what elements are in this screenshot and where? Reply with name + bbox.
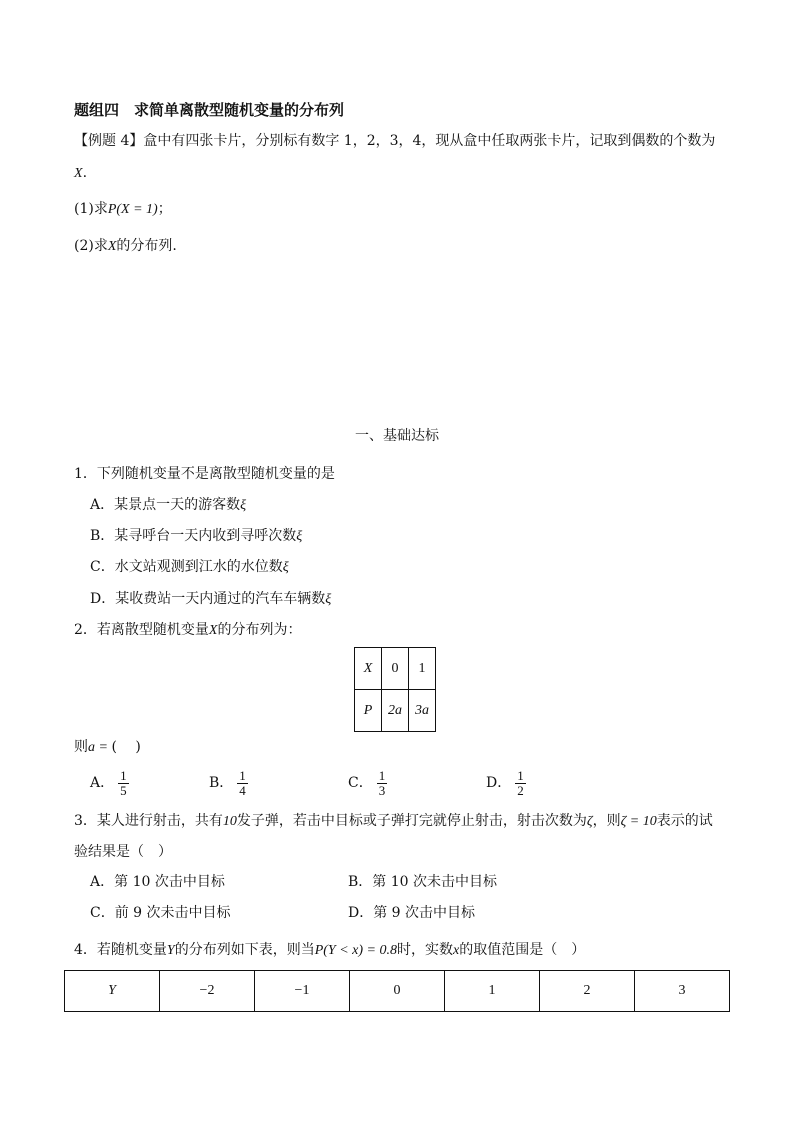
table-cell: −1 [255,971,350,1012]
distribution-table-x [354,647,436,732]
denominator: 3 [378,782,386,798]
table-cell: 0 [382,648,409,690]
question-3-option-a [90,872,225,892]
table-cell: 2 [540,971,635,1012]
table-cell: P [355,690,382,732]
question-3-option-c [90,903,231,923]
example-q1 [74,199,172,220]
distribution-table-y [64,970,730,1012]
option-text: 水文站观测到江水的水位数 [114,559,283,575]
table-row [355,648,436,690]
option-label: A． [90,775,115,791]
numerator: 1 [120,767,127,783]
example-label: 【例题 4】 [74,133,144,149]
option-text: 第 10 次未击中目标 [372,874,498,890]
stem-var: x [453,943,460,958]
stem-var: ζ [586,814,593,829]
option-label: B． [209,775,234,791]
table-row [355,690,436,732]
option-var: ξ [240,498,247,513]
stem-var: Y [166,943,175,958]
example-4-line2 [74,163,87,184]
option-text: 某景点一天的游客数 [114,497,241,513]
fraction [515,769,526,798]
question-1-stem: 1．下列随机变量不是离散型随机变量的是 [74,466,335,482]
table-cell: 3 [635,971,730,1012]
table-cell: 3a [409,690,436,732]
stem-part: 发子弹，若击中目标或子弹打完就停止射击，射击次数为 [236,813,587,829]
question-2-ask [74,737,141,758]
table-cell: 2a [382,690,409,732]
q1-suffix: ； [157,201,172,217]
section-heading: 题组四 求简单离散型随机变量的分布列 [74,101,345,119]
question-2-option-d [486,768,526,798]
option-var: ξ [325,592,332,607]
stem-part: ，则 [592,813,621,829]
question-2-stem [74,620,301,641]
question-3-option-b [348,872,497,892]
q2-var: X [107,239,117,254]
option-label: B． [348,874,373,890]
option-text: 某寻呼台一天内收到寻呼次数 [114,528,297,544]
option-var: ξ [282,560,289,575]
question-3-stem-line2: 验结果是（ ） [74,844,172,860]
denominator: 2 [517,782,524,798]
option-text: 前 9 次未击中目标 [114,905,231,921]
stem-part: 4．若随机变量 [74,942,167,958]
option-var: ξ [296,529,303,544]
ask-math: a = [88,740,112,755]
denominator: 4 [239,782,246,798]
question-1-option-d [90,589,331,610]
option-label: D． [90,591,116,607]
fraction [118,769,129,798]
denominator: 5 [120,782,127,798]
question-2-option-c [348,768,387,798]
example-text: 盒中有四张卡片，分别标有数字 1，2，3，4，现从盒中任取两张卡片，记取到偶数的个数为 [143,133,716,149]
option-label: A． [90,497,115,513]
stem-suffix: 的分布列为： [217,622,302,638]
numerator: 1 [378,767,386,783]
option-label: C． [348,775,373,791]
option-label: D． [348,905,374,921]
table-cell: Y [65,971,160,1012]
example-var: X [74,166,83,181]
table-cell: X [355,648,382,690]
fraction [237,769,248,798]
question-1-option-c [90,557,289,578]
stem-number: 10 [222,814,237,829]
option-text: 第 10 次击中目标 [114,874,225,890]
stem-math: ζ = 10 [620,814,657,829]
table-cell: 1 [409,648,436,690]
table-cell: 1 [445,971,540,1012]
table-cell: 0 [350,971,445,1012]
example-end: . [82,165,88,181]
table-cell: −2 [160,971,255,1012]
option-label: C． [90,559,115,575]
example-4-line1 [74,131,715,151]
stem-prefix: 2．若离散型随机变量 [74,622,209,638]
question-1-option-b [90,526,302,547]
stem-part: 的分布列如下表，则当 [174,942,315,958]
q2-prefix: (2)求 [74,238,108,254]
q1-prefix: (1)求 [74,201,108,217]
question-3-option-d [348,903,475,923]
option-label: D． [486,775,512,791]
stem-var: X [208,623,218,638]
stem-part: 3．某人进行射击，共有 [74,813,223,829]
question-4-stem [74,940,585,961]
stem-math: P(Y < x) = 0.8 [314,943,397,958]
option-text: 第 9 次击中目标 [373,905,476,921]
stem-part: 时，实数 [397,942,453,958]
fraction [377,769,388,798]
ask-prefix: 则 [74,739,88,755]
table-row [65,971,730,1012]
question-2-option-b [209,768,248,798]
example-q2 [74,236,177,257]
ask-suffix: ( ) [111,739,141,755]
option-label: B． [90,528,115,544]
option-label: C． [90,905,115,921]
question-2-option-a [90,768,129,798]
option-label: A． [90,874,115,890]
q1-math: P(X = 1) [107,202,158,217]
stem-part: 的取值范围是（ ） [459,942,586,958]
question-1-option-a [90,495,246,516]
q2-suffix: 的分布列. [116,238,177,254]
numerator: 1 [239,767,246,783]
question-3-stem-line1 [74,811,713,832]
numerator: 1 [517,767,524,783]
option-text: 某收费站一天内通过的汽车车辆数 [115,591,326,607]
basics-title: 一、基础达标 [355,428,439,444]
stem-part: 表示的试 [656,813,713,829]
